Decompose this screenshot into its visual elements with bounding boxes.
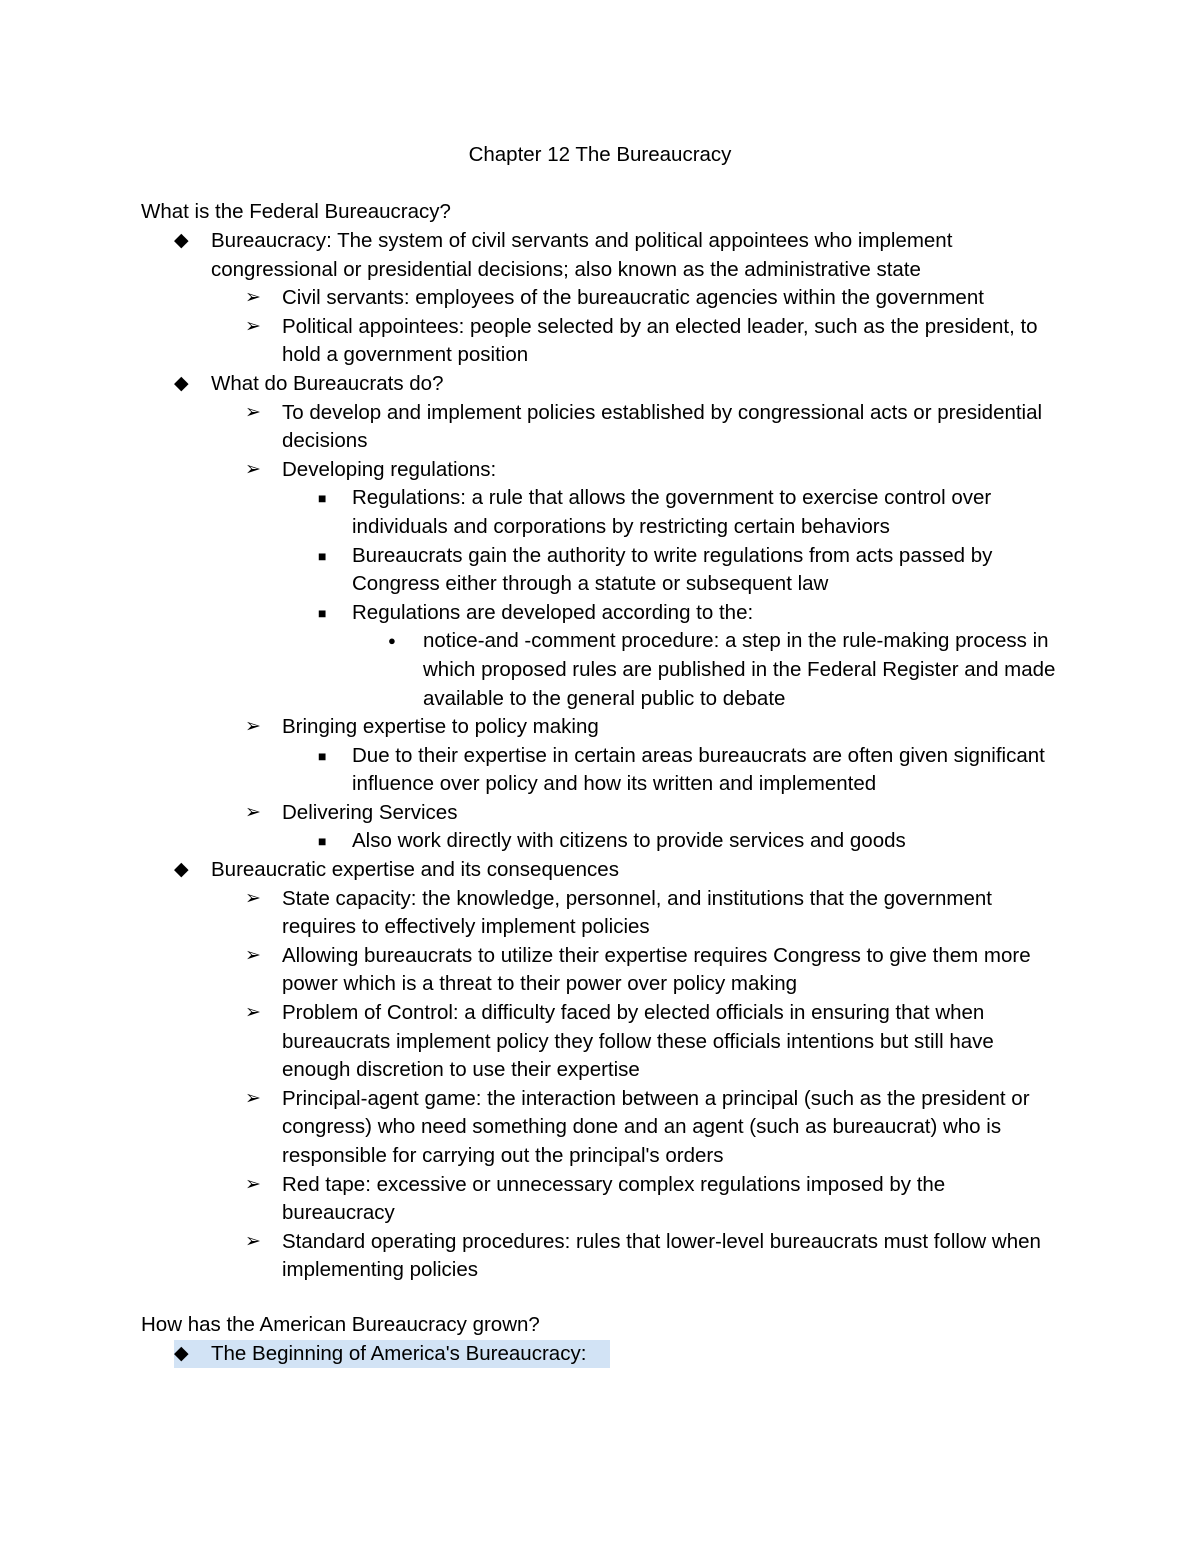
diamond-bullet-icon: ◆ [174, 1343, 189, 1364]
list-item [0, 942, 1062, 999]
arrow-bullet-icon: ➢ [245, 716, 261, 738]
arrow-bullet-icon: ➢ [245, 401, 261, 423]
arrow-bullet-icon: ➢ [245, 1173, 261, 1195]
square-bullet-icon: ■ [318, 490, 327, 507]
list-item [0, 456, 1062, 485]
list-item [0, 542, 1052, 599]
list-item [0, 227, 1051, 284]
square-bullet-icon: ■ [318, 747, 327, 764]
circle-bullet-icon: ● [388, 633, 396, 649]
outline-list [0, 1340, 1200, 1369]
list-item-text: notice-and -comment procedure: a step in the rule-making process in which proposed rules are published in the Federal Register and made available to the general public to debate [423, 629, 1056, 710]
list-item-text: Bringing expertise to policy making [282, 715, 599, 739]
section-heading: How has the American Bureaucracy grown? [141, 1313, 540, 1336]
list-item-text: To develop and implement policies established by congressional acts or presidential decisions [282, 400, 1043, 453]
list-item-text: Regulations: a rule that allows the government to exercise control over individuals and corporations by restricting certain behaviors [352, 486, 992, 538]
arrow-bullet-icon: ➢ [245, 1087, 261, 1109]
list-item-text: Bureaucracy: The system of civil servants and political appointees who implement congressional or presidential decisions; also known as the administrative state [211, 229, 953, 281]
square-bullet-icon: ■ [318, 604, 327, 621]
list-item-text: Allowing bureaucrats to utilize their expertise requires Congress to give them more power which is a threat to their power over policy making [282, 943, 1031, 996]
arrow-bullet-icon: ➢ [245, 887, 261, 909]
document-title: Chapter 12 The Bureaucracy [468, 143, 732, 166]
list-item [0, 827, 1052, 856]
list-item-text: Red tape: excessive or unnecessary complex regulations imposed by the bureaucracy [282, 1172, 946, 1225]
diamond-bullet-icon: ◆ [174, 859, 189, 881]
arrow-bullet-icon: ➢ [245, 1230, 261, 1252]
arrow-bullet-icon: ➢ [245, 458, 261, 480]
list-item-text: Civil servants: employees of the bureaucratic agencies within the government [282, 286, 984, 310]
diamond-bullet-icon: ◆ [174, 372, 189, 394]
arrow-bullet-icon: ➢ [245, 287, 261, 309]
list-item [0, 1171, 1062, 1228]
square-bullet-icon: ■ [318, 547, 327, 564]
list-item [0, 1085, 1062, 1171]
square-bullet-icon: ■ [318, 833, 327, 850]
list-item [0, 399, 1062, 456]
list-item-text: Due to their expertise in certain areas bureaucrats are often given significant influence over policy and how its written and implemented [352, 743, 1045, 796]
list-item [0, 370, 1051, 399]
list-item [0, 1340, 1051, 1369]
list-item [0, 742, 1052, 799]
list-item-text: What do Bureaucrats do? [211, 371, 444, 395]
arrow-bullet-icon: ➢ [245, 1002, 261, 1024]
list-item-text: Delivering Services [282, 800, 458, 824]
list-item-text: Political appointees: people selected by an elected leader, such as the president, to hold a government position [282, 314, 1038, 367]
list-item-text: Standard operating procedures: rules that lower-level bureaucrats must follow when implementing policies [282, 1229, 1041, 1282]
list-item-text: Principal-agent game: the interaction between a principal (such as the president or congress) who need something done and an agent (such as bureaucrat) who is responsible for carrying out the principal's orders [282, 1086, 1030, 1167]
list-item [0, 799, 1062, 828]
list-item [0, 313, 1062, 370]
list-item-text: Bureaucrats gain the authority to write regulations from acts passed by Congress either through a statute or subsequent law [352, 543, 993, 596]
list-item-text: Also work directly with citizens to provide services and goods [352, 829, 906, 853]
list-item [0, 484, 1052, 541]
list-item [0, 1228, 1062, 1285]
list-item-text: State capacity: the knowledge, personnel, and institutions that the government requires to effectively implement policies [282, 886, 992, 939]
arrow-bullet-icon: ➢ [245, 801, 261, 823]
list-item [0, 599, 1052, 628]
list-item [0, 713, 1062, 742]
section-heading: What is the Federal Bureaucracy? [141, 200, 451, 223]
list-item-text: Developing regulations: [282, 457, 497, 481]
outline-list [0, 227, 1200, 1285]
list-item [0, 627, 1073, 713]
arrow-bullet-icon: ➢ [245, 315, 261, 337]
arrow-bullet-icon: ➢ [245, 944, 261, 966]
list-item [0, 284, 1062, 313]
list-item-text: Bureaucratic expertise and its consequences [211, 858, 619, 882]
list-item [0, 999, 1062, 1085]
list-item-text: Problem of Control: a difficulty faced by elected officials in ensuring that when bureaucrats implement policy they follow these officials intentions but still have enough discretion to use their expertise [282, 1001, 994, 1082]
list-item [0, 885, 1062, 942]
list-item-text: The Beginning of America's Bureaucracy: [211, 1342, 587, 1365]
diamond-bullet-icon: ◆ [174, 230, 189, 251]
list-item [0, 856, 1051, 885]
list-item-text: Regulations are developed according to the: [352, 600, 754, 624]
